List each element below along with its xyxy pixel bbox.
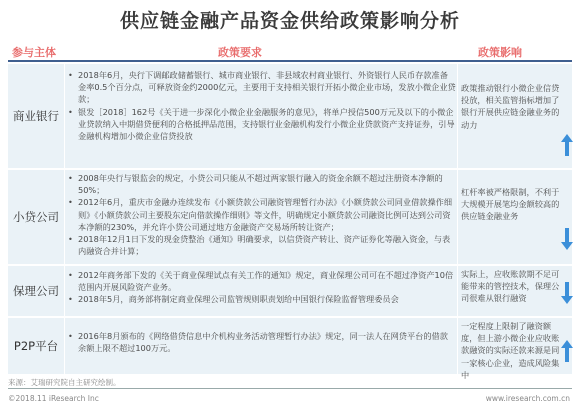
table-row	[8, 318, 572, 380]
policy-item: • 2018年6月，央行下调邮政储蓄银行、城市商业银行、非县域农村商业银行、外资银行人民币存款准备金率0.5个百分点，可释放资金约2000亿元，主要用于支持相关银行开拓小微企业市场，发放小微企业贷款；	[68, 69, 456, 106]
arrow-down-icon	[561, 282, 573, 304]
row-impact: 政策推动银行小微企业信贷投放，相关监管指标增加了银行开展供应链金融业务的动力	[461, 83, 560, 130]
row-policies	[68, 269, 456, 306]
source-note: 来源：艾瑞研究院自主研究绘制。	[8, 378, 121, 387]
row-policies	[68, 69, 456, 142]
footer-rule	[8, 388, 572, 389]
row-impact: 杠杆率被严格限制，不利于大规模开展笔均金额较高的供应链金融业务	[461, 187, 560, 222]
header-rule	[8, 60, 572, 62]
arrow-down-icon	[561, 228, 573, 250]
policy-item: • 银发［2018］162号《关于进一步深化小微企业金融服务的意见》，将单户授信500万元及以下的小微企业贷款纳入中期借贷便利的合格抵押品范围，支持银行业金融机构发行小微企业贷款资产支持证券，引导金融机构增加小微企业信贷投放	[68, 106, 456, 143]
copyright: ©2018.11 iResearch Inc	[8, 394, 99, 403]
policy-item: • 2012年6月，重庆市金融办连续发布《小额贷款公司融资管理暂行办法》《小额贷款公司同业借款操作细则》《小额贷款公司主要股东定向借款操作细则》等文件，明确规定小额贷款公司融资比例可达到公司资本净额的230%，并允许小贷公司通过地方金融资产交易场所转让资产；	[68, 196, 456, 233]
row-policies	[68, 172, 456, 257]
policy-item: • 2018年5月，商务部将制定商业保理公司监管规则职责划给中国银行保险监督管理委员会	[68, 293, 456, 305]
table-row	[8, 64, 572, 168]
row-impact: 一定程度上限制了融资额度，但上游小微企业应收账款融资的实际还款来源是同一家核心企业，造成风险集中	[461, 321, 560, 380]
column-divider	[64, 64, 65, 374]
policy-item: • 2016年8月颁布的《网络借贷信息中介机构业务活动管理暂行办法》规定，同一法人在网贷平台的借款余额上限不超过100万元。	[68, 330, 456, 354]
arrow-up-icon	[561, 134, 573, 156]
row-category: P2P平台	[13, 339, 59, 353]
table-row	[8, 266, 572, 316]
row-impact: 实际上，应收账款期不足可能带来的管控技术，保理公司很难从银行融资	[461, 269, 560, 304]
header-policy-impact: 政策影响	[478, 46, 522, 59]
policy-item: • 2018年12月1日下发的现金贷整治《通知》明确要求，以信贷资产转让、资产证券化等融入资金，与表内融资合并计算；	[68, 233, 456, 257]
row-category: 小贷公司	[13, 210, 59, 224]
page-title: 供应链金融产品资金供给政策影响分析	[119, 10, 460, 32]
website: www.iresearch.com.cn	[485, 394, 570, 403]
header-policy-requirement: 政策要求	[218, 46, 262, 59]
table-row	[8, 170, 572, 264]
policy-item: • 2012年商务部下发的《关于商业保理试点有关工作的通知》规定，商业保理公司可在不超过净资产10倍范围内开展风险资产业务。	[68, 269, 456, 293]
arrow-up-icon	[561, 340, 573, 362]
row-category: 保理公司	[13, 284, 59, 298]
column-divider	[457, 64, 458, 374]
policy-item: • 2008年央行与银监会的规定，小贷公司只能从不超过两家银行融入的资金余额不超过注册资本净额的50%；	[68, 172, 456, 196]
header-participant: 参与主体	[12, 46, 56, 59]
row-category: 商业银行	[13, 109, 59, 123]
row-policies	[68, 330, 456, 354]
